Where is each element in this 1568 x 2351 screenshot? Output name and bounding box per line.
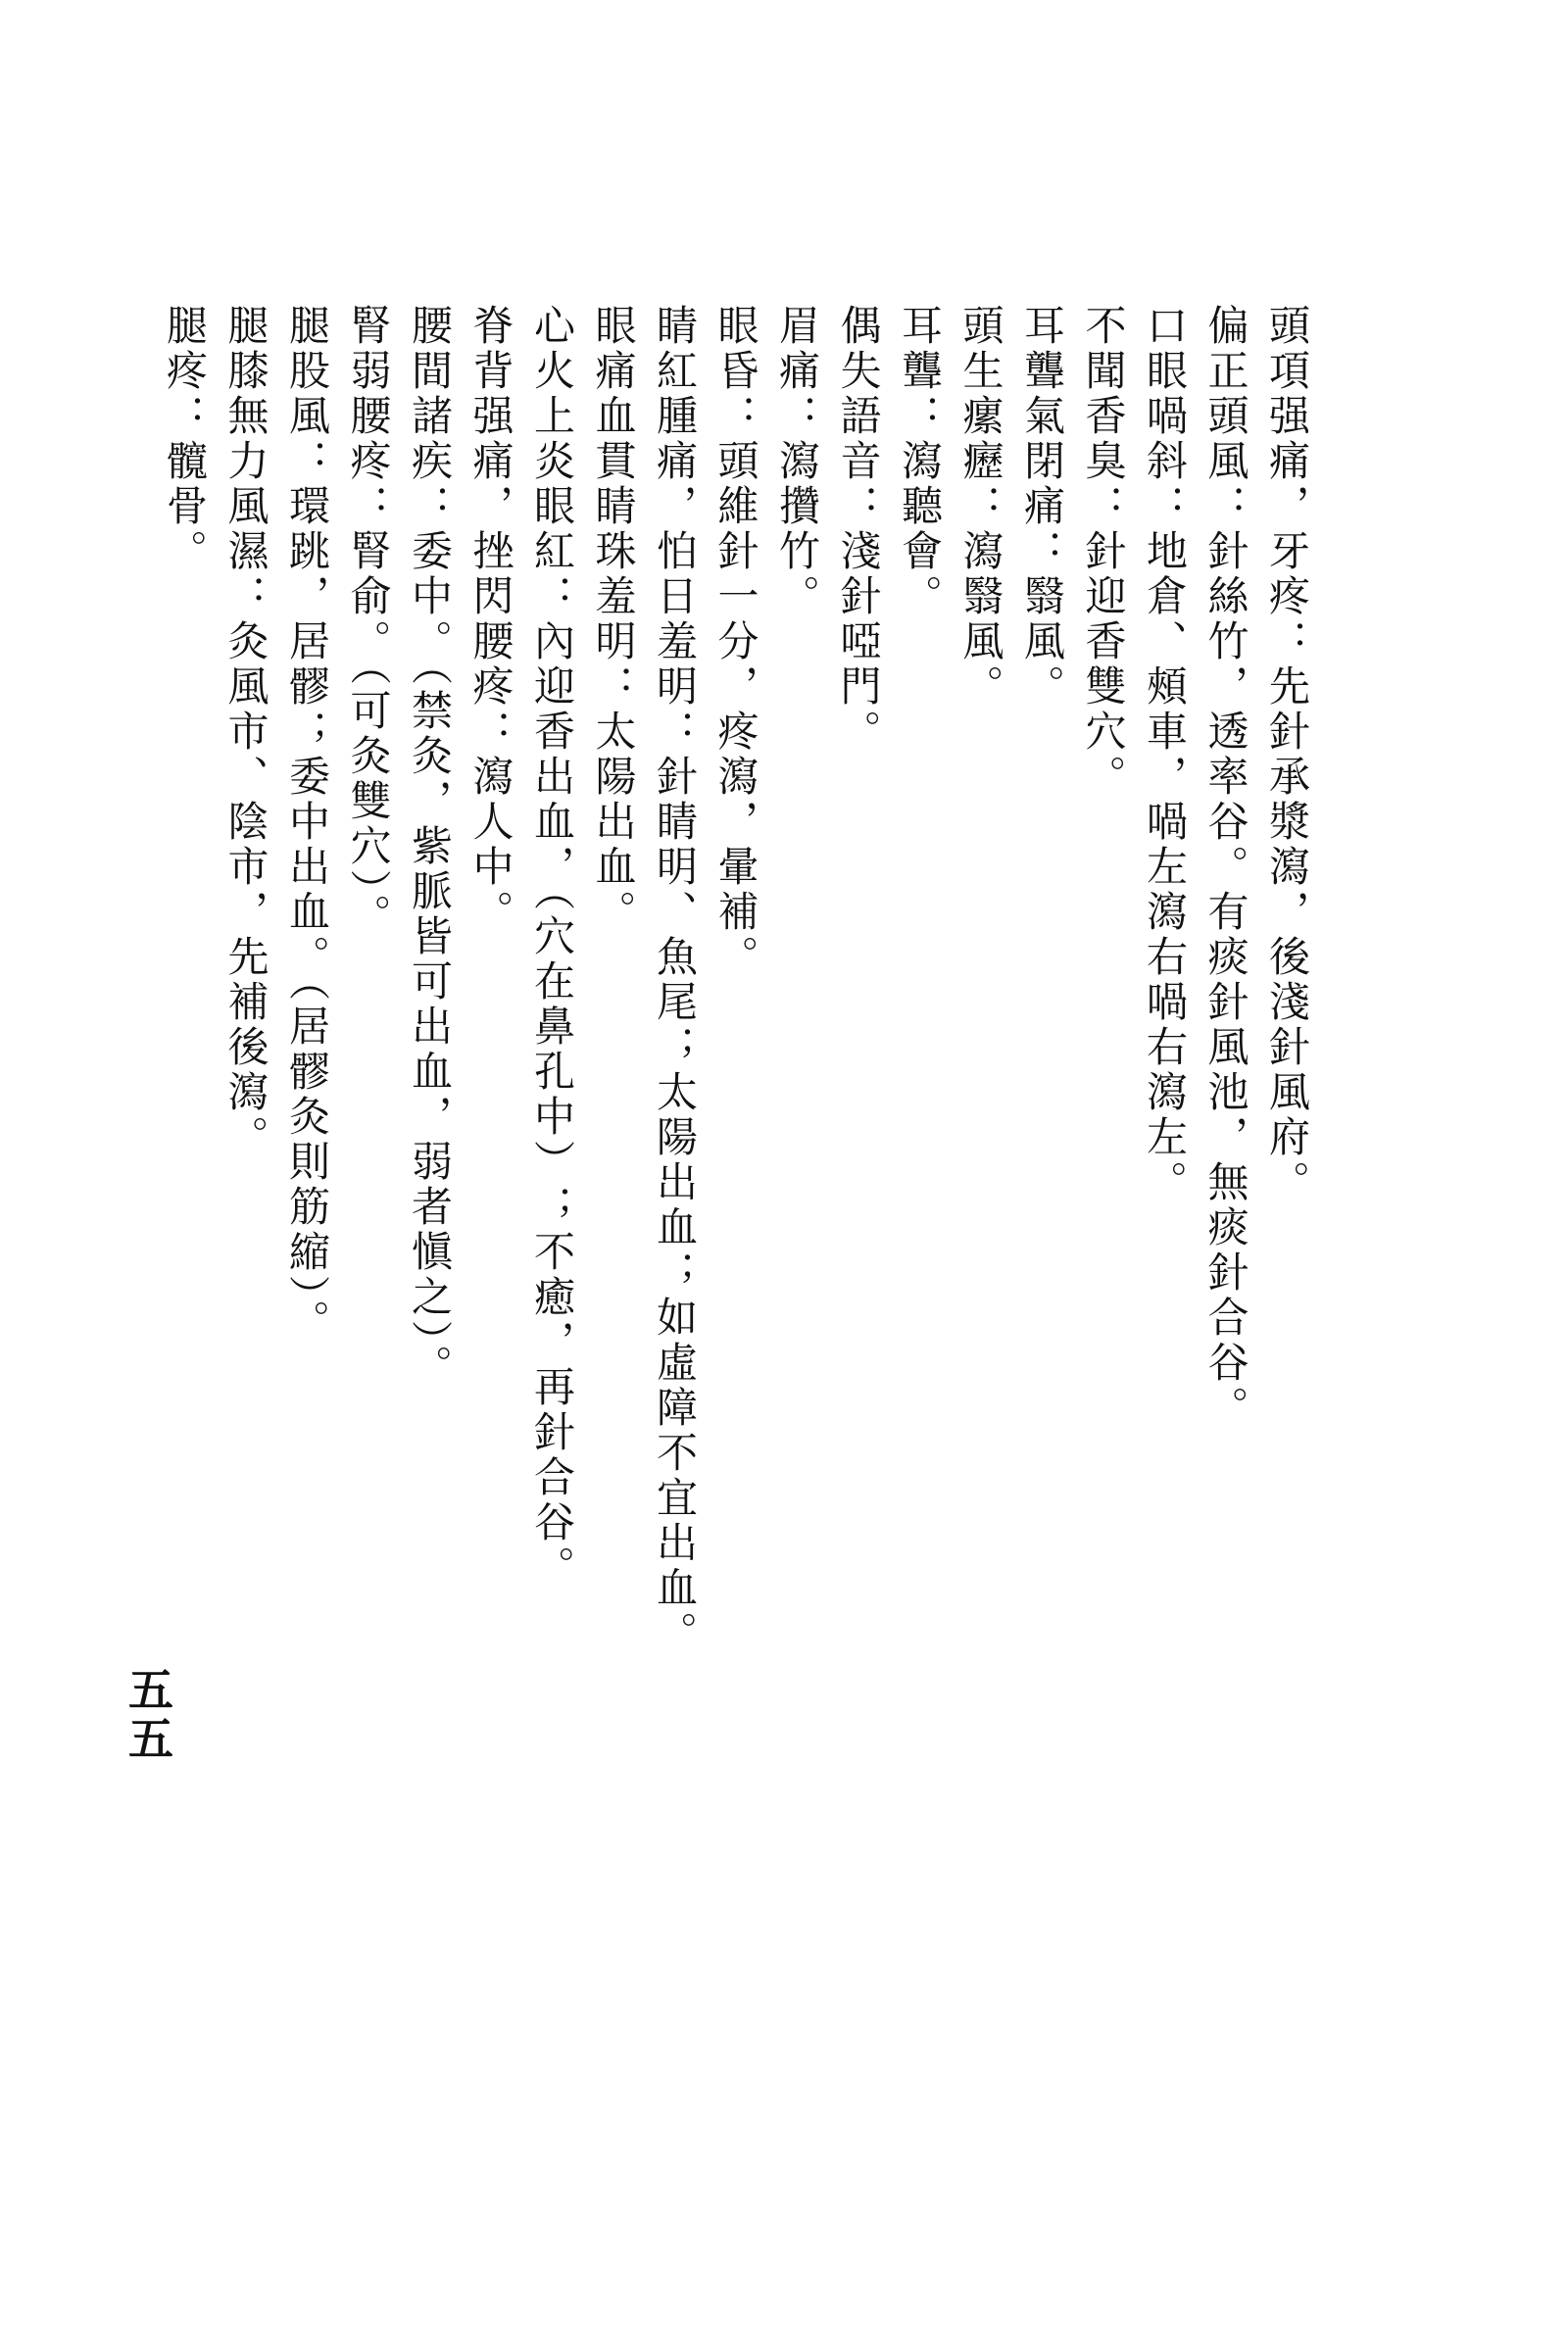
text-line: 口眼喎斜：地倉、頰車，喎左瀉右喎右瀉左。: [1141, 304, 1189, 1205]
text-line: 耳聾：瀉聽會。: [896, 304, 944, 619]
text-line: 偏正頭風：針絲竹，透率谷。有痰針風池，無痰針合谷。: [1201, 304, 1250, 1431]
text-line: 不聞香臭：針迎香雙穴。: [1079, 304, 1128, 800]
text-line: 心火上炎眼紅：內迎香出血，（穴在鼻孔中）；不癒，再針合谷。: [528, 304, 576, 1591]
text-line: 偶失語音：淺針啞門。: [834, 304, 883, 755]
page-number: 五五: [122, 1666, 174, 1764]
text-line: 脊背强痛，挫閃腰疼：瀉人中。: [466, 304, 515, 935]
text-line: 腿疼：髖骨。: [161, 304, 209, 574]
text-line: 眼昏：頭維針一分，疼瀉，暈補。: [711, 304, 760, 980]
text-line: 腎弱腰疼：腎俞。（可灸雙穴）。: [344, 304, 393, 939]
text-line: 眼痛血貫睛珠羞明：太陽出血。: [589, 304, 638, 935]
vertical-text-block: [154, 304, 1318, 1735]
text-line: 睛紅腫痛，怕日羞明：針睛明、魚尾；太陽出血；如虛障不宜出血。: [651, 304, 699, 1656]
text-line: 腿膝無力風濕：灸風市、陰市，先補後瀉。: [221, 304, 270, 1160]
text-line: 眉痛：瀉攢竹。: [773, 304, 821, 619]
text-line: 腰間諸疾：委中。（禁灸，紫脈皆可出血，弱者愼之）。: [406, 304, 454, 1390]
text-line: 腿股風：環跳，居髎；委中出血。（居髎灸則筋縮）。: [283, 304, 331, 1345]
text-line: 頭項强痛，牙疼：先針承漿瀉，後淺針風府。: [1263, 304, 1311, 1205]
text-line: 耳聾氣閉痛：翳風。: [1018, 304, 1066, 710]
text-line: 頭生瘰癧：瀉翳風。: [956, 304, 1005, 710]
